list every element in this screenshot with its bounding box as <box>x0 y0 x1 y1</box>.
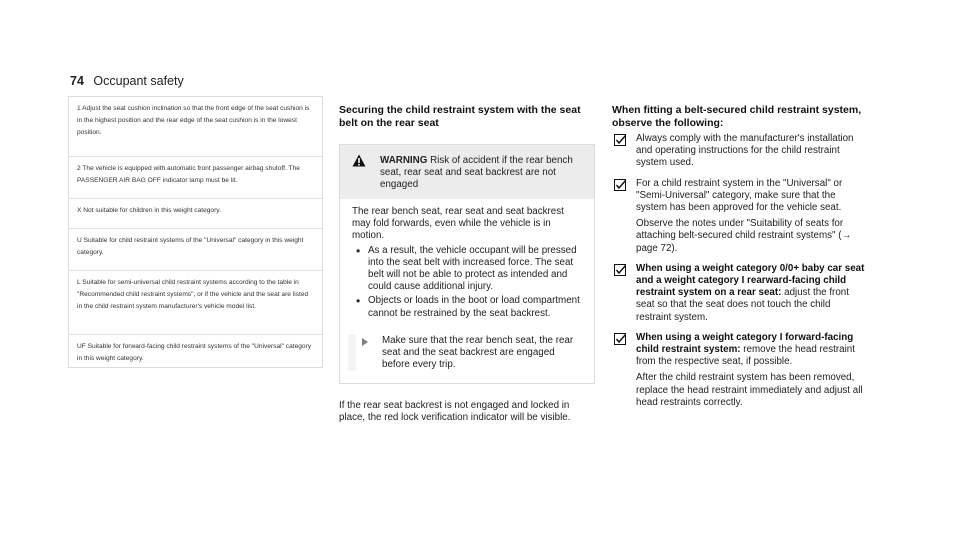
item-bold: When using a weight category 0/0+ baby car seat and a weight category I rearward-facing child restraint system on a rear seat: <box>636 262 865 299</box>
footnote-2: 2 The vehicle is equipped with automatic front passenger airbag shutoff. The PASSENGER AIR BAG OFF indicator lamp must be lit. <box>69 157 322 199</box>
checklist-item <box>612 133 868 170</box>
checkbox-tick-icon <box>614 134 626 146</box>
item-extra: After the child restraint system has been removed, replace the head restraint immediately and adjust all head restraints correctly. <box>636 372 863 408</box>
checklist-item <box>612 263 868 324</box>
warning-intro: The rear bench seat, rear seat and seat backrest may fold forwards, even while the vehicle is in motion. <box>352 206 564 242</box>
checkbox-tick-icon <box>614 179 626 191</box>
action-step <box>348 335 584 372</box>
section-heading: Securing the child restraint system with the seat belt on the rear seat <box>339 104 581 129</box>
bullet-item: • Objects or loads in the boot or load compartment cannot be restrained by the seat backrest. <box>352 295 584 319</box>
page-number: 74 <box>70 74 84 88</box>
warning-text: Risk of accident if the rear bench seat, rear seat and seat backrest are not engaged <box>380 155 573 190</box>
section-title: Occupant safety <box>93 74 184 88</box>
action-arrow-icon <box>362 338 368 346</box>
right-column <box>612 104 868 409</box>
footnote-1: 1 Adjust the seat cushion inclination so that the front edge of the seat cushion is in the highest position and the rear edge of the seat cushion is in the lowest position. <box>69 97 322 157</box>
checklist-item <box>612 332 868 409</box>
footnote-uf: UF Suitable for forward-facing child restraint systems of the "Universal" category in this weight category. <box>77 343 312 362</box>
item-text: adjust the front seat so that the seat does not touch the child restraint system. <box>636 287 849 323</box>
warning-header <box>340 145 594 199</box>
checkbox-tick-icon <box>614 333 626 345</box>
footnote-x: X Not suitable for children in this weight category. <box>69 199 322 229</box>
right-heading: When fitting a belt-secured child restraint system, observe the following: <box>612 104 862 129</box>
bullet-item: • As a result, the vehicle occupant will be pressed into the seat belt with increased force. The seat belt will not be able to protect as intended and could cause additional injury. <box>352 245 584 294</box>
footnote-u: U Suitable for child restraint systems of the "Universal" category in this weight category. <box>69 229 322 271</box>
warning-triangle-icon <box>352 154 366 167</box>
warning-bullets <box>352 245 584 320</box>
action-text: Make sure that the rear bench seat, the rear seat and the seat backrest are engaged before every trip. <box>382 334 574 371</box>
warning-box <box>339 144 595 384</box>
warning-body <box>340 199 594 383</box>
item-text: remove the head restraint from the respective seat, if possible. <box>636 344 855 368</box>
item-text: Always comply with the manufacturer's installation and operating instructions for the child restraint system used. <box>636 133 854 169</box>
warning-label: WARNING <box>380 155 428 166</box>
footnote-table <box>68 96 323 368</box>
footnote-l: L Suitable for semi-universal child restraint systems according to the table in "Recommended child restraint systems", or if the vehicle and the seat are listed in the child restraint system manufacturer's vehicle model list. <box>69 271 322 335</box>
page-header <box>70 74 184 88</box>
item-extra: Observe the notes under "Suitability of seats for attaching belt-secured child restraint systems" (→ page 72). <box>636 218 852 254</box>
checkbox-tick-icon <box>614 264 626 276</box>
item-text: For a child restraint system in the "Universal" or "Semi-Universal" category, make sure that the system has been approved for the vehicle seat. <box>636 177 843 214</box>
item-bold: When using a weight category I forward-facing child restraint system: <box>636 331 854 356</box>
checklist-item <box>612 178 868 255</box>
middle-column <box>339 104 595 424</box>
note-paragraph: If the rear seat backrest is not engaged and locked in place, the red lock verification indicator will be visible. <box>339 400 571 424</box>
